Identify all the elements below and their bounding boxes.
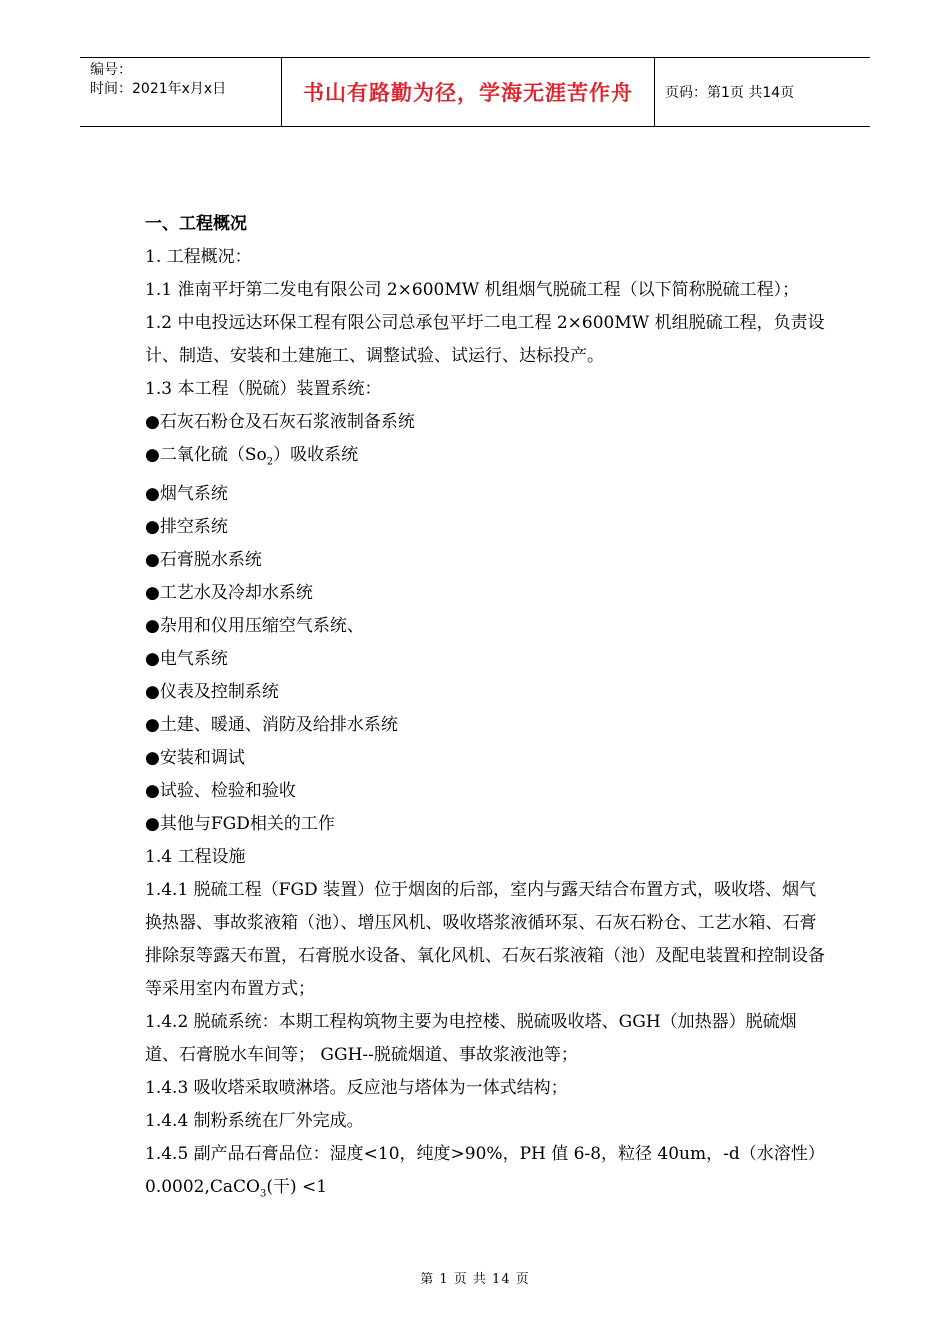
bullet-item: ●排空系统 bbox=[145, 517, 228, 538]
bullet-item: ●试验、检验和验收 bbox=[145, 781, 296, 802]
paragraph-1-1: 1.1 淮南平圩第二发电有限公司 2×600MW 机组烟气脱硫工程（以下简称脱硫工程）； bbox=[145, 280, 800, 300]
paragraph-text: 1.4.5 副产品石膏品位：湿度<10，纯度>90%，PH 值 6-8，粒径 40um，-d（水溶性）0.0002,CaCO bbox=[145, 1144, 825, 1198]
paragraph-1-4: 1.4 工程设施 bbox=[145, 847, 246, 868]
paragraph-1-4-3: 1.4.3 吸收塔采取喷淋塔。反应池与塔体为一体式结构； bbox=[145, 1078, 568, 1099]
header-motto: 书山有路勤为径，学海无涯苦作舟 bbox=[303, 81, 633, 105]
bullet-item: ●仪表及控制系统 bbox=[145, 682, 279, 703]
bullet-text: ●二氧化硫（So bbox=[145, 445, 267, 465]
section-title: 一、工程概况 bbox=[145, 214, 247, 234]
paragraph-1-4-4: 1.4.4 制粉系统在厂外完成。 bbox=[145, 1111, 364, 1132]
header-motto-cell bbox=[281, 58, 655, 126]
bullet-item: ●电气系统 bbox=[145, 649, 228, 670]
bullet-item: ●杂用和仪用压缩空气系统、 bbox=[145, 616, 364, 637]
header-page-label: 页码：第1页 共14页 bbox=[665, 85, 795, 101]
bullet-item: ●其他与FGD相关的工作 bbox=[145, 814, 335, 835]
paragraph-text: (干) <1 bbox=[266, 1177, 328, 1198]
bullet-item: ●石灰石粉仓及石灰石浆液制备系统 bbox=[145, 412, 415, 432]
bullet-item: ●石膏脱水系统 bbox=[145, 550, 262, 571]
page-header bbox=[80, 57, 870, 127]
paragraph-1-4-1: 1.4.1 脱硫工程（FGD 装置）位于烟囱的后部，室内与露天结合布置方式，吸收塔、烟气换热器、事故浆液箱（池）、增压风机、吸收塔浆液循环泵、石灰石粉仓、工艺水箱、石膏排除泵等露天布置，石膏脱水设备、氧化风机、石灰石浆液箱（池）及配电装置和控制设备等采用室内布置方式； bbox=[145, 880, 825, 1000]
bullet-item: ●土建、暖通、消防及给排水系统 bbox=[145, 715, 398, 736]
paragraph-1: 1. 工程概况： bbox=[145, 247, 252, 267]
document-body bbox=[145, 208, 825, 1211]
header-meta bbox=[80, 58, 281, 126]
page-footer: 第 1 页 共 14 页 bbox=[420, 1272, 530, 1287]
header-page-cell bbox=[655, 58, 870, 126]
document-number-label: 编号： bbox=[90, 62, 132, 78]
bullet-item: ●工艺水及冷却水系统 bbox=[145, 583, 313, 604]
paragraph-1-3: 1.3 本工程（脱硫）装置系统： bbox=[145, 379, 382, 399]
bullet-item: ●安装和调试 bbox=[145, 748, 245, 769]
bullet-item bbox=[145, 439, 825, 478]
document-time-label: 时间：2021年x月x日 bbox=[90, 81, 227, 97]
paragraph-1-2: 1.2 中电投远达环保工程有限公司总承包平圩二电工程 2×600MW 机组脱硫工程，负责设计、制造、安装和土建施工、调整试验、试运行、达标投产。 bbox=[145, 313, 825, 366]
paragraph-1-4-2: 1.4.2 脱硫系统：本期工程构筑物主要为电控楼、脱硫吸收塔、GGH（加热器）脱硫烟道、石膏脱水车间等； GGH--脱硫烟道、事故浆液池等； bbox=[145, 1012, 797, 1066]
paragraph-1-4-5 bbox=[145, 1138, 825, 1210]
subscript: 3 bbox=[259, 1188, 267, 1200]
subscript: 2 bbox=[266, 456, 274, 468]
bullet-item: ●烟气系统 bbox=[145, 484, 228, 505]
bullet-text: ）吸收系统 bbox=[273, 445, 359, 465]
